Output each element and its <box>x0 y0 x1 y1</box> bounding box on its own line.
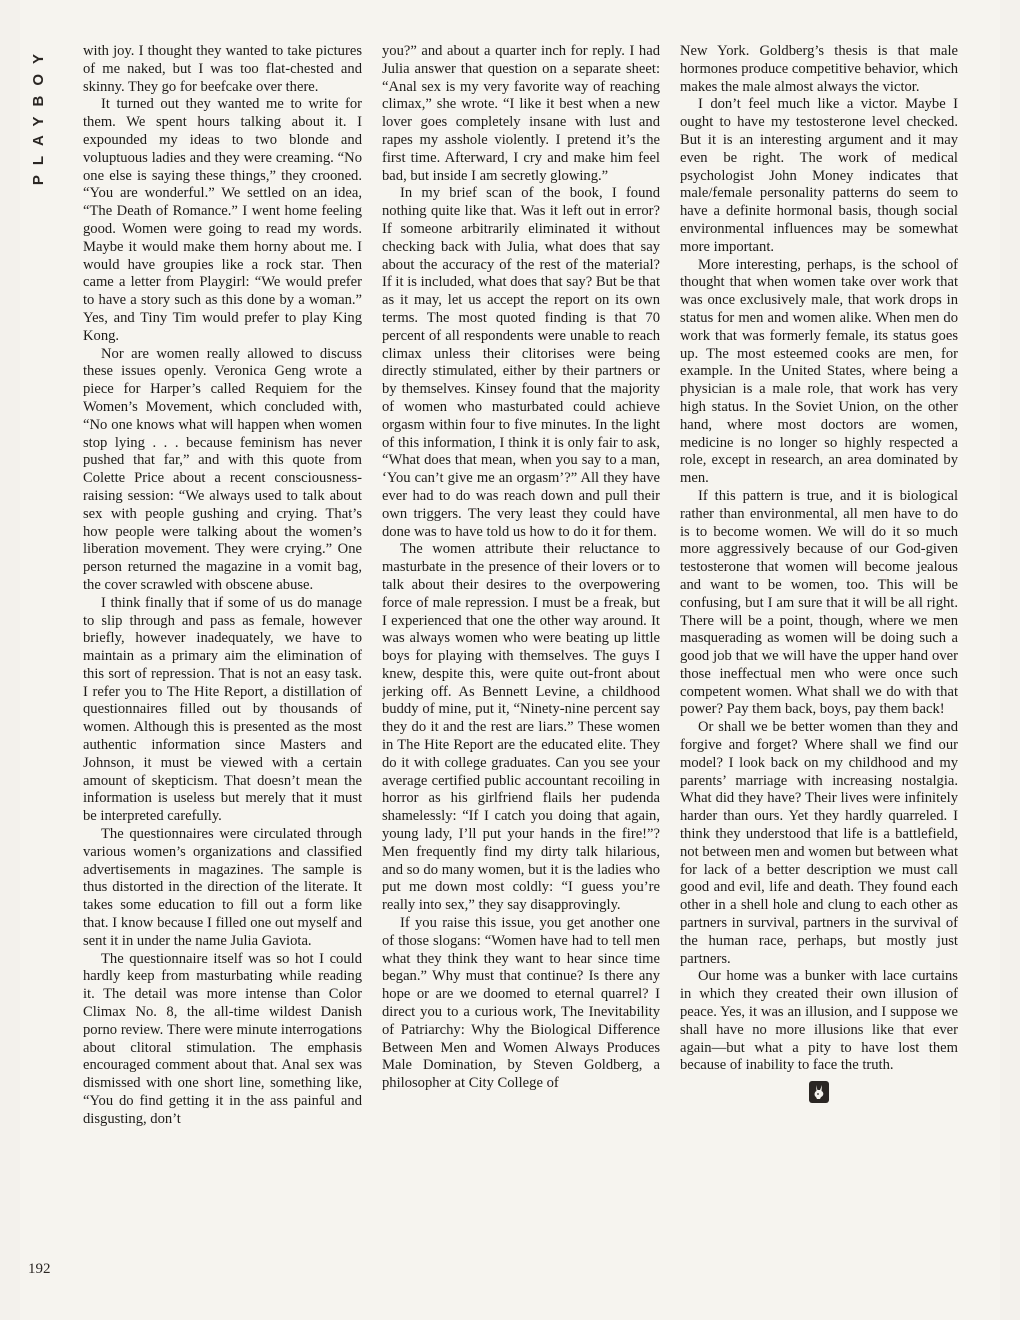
page-number: 192 <box>28 1261 51 1277</box>
magazine-side-title: PLAYBOY <box>30 44 47 186</box>
paragraph: Nor are women really allowed to discuss these issues openly. Veronica Geng wrote a piece for Harper’s called Requiem for the Women’s Movement, which concluded with, “No one knows what will happen when women stop lying . . . because feminism has never pushed that far,” and with this quote from Colette Price about a recent consciousness-raising session: “We always used to talk about sex with people gushing and crying. That’s how people were talking about the women’s liberation movement. They were crying.” One person returned the magazine in a vomit bag, the cover scrawled with obscene abuse. <box>83 345 362 593</box>
paragraph: More interesting, perhaps, is the school of thought that when women take over work that was once exclusively male, that work drops in status for men and women alike. When men do work that was formerly female, its status goes up. The most esteemed cooks are men, for example. In the United States, where being a physician is a male role, that work has very high status. In the Soviet Union, on the other hand, where most doctors are women, medicine is no longer so highly respected a role, except in research, an area dominated by men. <box>680 256 958 487</box>
paragraph: If this pattern is true, and it is biological rather than environmental, all men have to do is to become women. We will do it so much more aggressively because of our God-given testosterone that women will become jealous and want to be women, too. This will be confusing, but I am sure that it will be all right. There will be a point, though, where we men masquerading as women will be doing such a good job that we will have the upper hand over those ineffectual men who were once such competent women. What shall we do with that power? Pay them back, boys, pay them back! <box>680 487 958 718</box>
paragraph: If you raise this issue, you get another one of those slogans: “Women have had to tell men what they think they want to hear since time began.” Why must that continue? Is there any hope or are we doomed to eternal quarrel? I direct you to a curious work, The Inevitability of Patriarchy: Why the Biological Difference Between Men and Women Always Produces Male Domination, by Steven Goldberg, a philosopher at City College of <box>382 915 660 1092</box>
paragraph: It turned out they wanted me to write for them. We spent hours talking about it. I expounded my ideas to two blonde and voluptuous ladies and they were creaming. “No one else is saying these things,” they crooned. “You are wonderful.” We settled on an idea, “The Death of Romance.” I went home feeling good. Women were going to read my words. Maybe it would make them horny about me. I would have groupies like a rock star. Then came a letter from Playgirl: “We would prefer to have a story such as this done by a woman.” Yes, and Tiny Tim would prefer to play King Kong. <box>83 96 362 344</box>
paragraph: I don’t feel much like a victor. Maybe I ought to have my testosterone level checked. But it is an interesting argument and it may even be right. The work of medical psychologist John Money indicates that male/female personality patterns do seem to have a definite hormonal basis, though social environmental influences may be somewhat more important. <box>680 96 958 255</box>
rabbit-head-end-icon <box>809 1081 829 1103</box>
paragraph: The women attribute their reluctance to masturbate in the presence of their lovers or to talk about their desires to the overpowering force of male repression. I must be a freak, but I experienced that one the other way around. It was always women who were beating up little boys for playing with themselves. The guys I knew, despite this, were quite out-front about jerking off. As Bennett Levine, a childhood buddy of mine, put it, “Ninety-nine percent say they do it and the rest are liars.” These women in The Hite Report are the educated elite. They do it with college graduates. Can you see your average certified public accountant recoiling in horror as his girlfriend flails her pudenda shamelessly: “If I catch you doing that again, young lady, I’ll put your hands in the fire!”? Men frequently find my dirty talk hilarious, and so do many women, but it is the ladies who put me down most coldly: “I guess you’re really into sex,” they say disapprovingly. <box>382 541 660 914</box>
paragraph: New York. Goldberg’s thesis is that male hormones produce competitive behavior, which makes the male almost always the victor. <box>680 43 958 95</box>
paragraph: In my brief scan of the book, I found nothing quite like that. Was it left out in error? If someone arbitrarily eliminated it without checking back with Julia, what does that say about the accuracy of the rest of the material? If it is included, what does that say? But be that as it may, let us accept the report on its own terms. The most quoted finding is that 70 percent of all respondents were unable to reach climax unless their clitorises were being directly stimulated, either by their partners or by themselves. Kinsey found that the majority of women who masturbated could achieve orgasm within four to five minutes. In the light of this information, I think it is only fair to ask, “What does that mean, when you say to a man, ‘You can’t give me an orgasm’?” All they have ever had to do was reach down and pull their own triggers. The very least they could have done was to have told us how to do it for them. <box>382 185 660 540</box>
paragraph: Or shall we be better women than they and forgive and forget? Where shall we find our model? I look back on my childhood and my parents’ marriage with increasing nostalgia. What did they have? Their lives were infinitely harder than ours. Yet they hardly quarreled. I think they understood that life is a battlefield, not between men and women but between what for lack of a better description we must call good and evil, life and death. They found each other in a shell hole and clung to each other as partners in survival, partners in the survival of the human race, perhaps, but mostly just partners. <box>680 719 958 967</box>
paragraph: you?” and about a quarter inch for reply. I had Julia answer that question on a separate sheet: “Anal sex is my very favorite way of reaching climax,” she wrote. “I like it best when a new lover goes completely insane with lust and rapes my asshole violently. I pretend it’s the first time. Afterward, I cry and make him feel bad, but inside I am secretly glowing.” <box>382 43 660 184</box>
text-column-3 <box>680 43 958 1293</box>
paragraph: The questionnaire itself was so hot I could hardly keep from masturbating while reading it. The detail was more intense than Color Climax No. 8, the all-time wildest Danish porno review. There were minute interrogations about clitoral stimulation. The emphasis encouraged comment about that. Anal sex was dismissed with one short line, something like, “You do find getting it in the ass painful and disgusting, don’t <box>83 950 362 1127</box>
paragraph: Our home was a bunker with lace curtains in which they created their own illusion of peace. Yes, it was an illusion, and I suppose we shall have no more illusions like that ever again—but what a pity to have lost them because of inability to face the truth. <box>680 968 958 1074</box>
text-column-2 <box>382 43 660 1293</box>
text-column-1 <box>83 43 362 1293</box>
paragraph: The questionnaires were circulated through various women’s organizations and classified advertisements in magazines. The sample is thus distorted in the direction of the literate. It takes some education to fill out a form like that. I know because I filled one out myself and sent it in under the name Julia Gaviota. <box>83 826 362 949</box>
paragraph: with joy. I thought they wanted to take pictures of me naked, but I was too flat-chested and skinny. They go for beefcake over there. <box>83 43 362 95</box>
paragraph: I think finally that if some of us do manage to slip through and pass as female, however briefly, however inadequately, we have to maintain as a primary aim the elimination of this sort of repression. That is not an easy task. I refer you to The Hite Report, a distillation of questionnaires filled out by thousands of women. Although this is presented as the most authentic information since Masters and Johnson, it must be viewed with a certain amount of skepticism. That doesn’t mean the information is useless but merely that it must be interpreted carefully. <box>83 594 362 825</box>
